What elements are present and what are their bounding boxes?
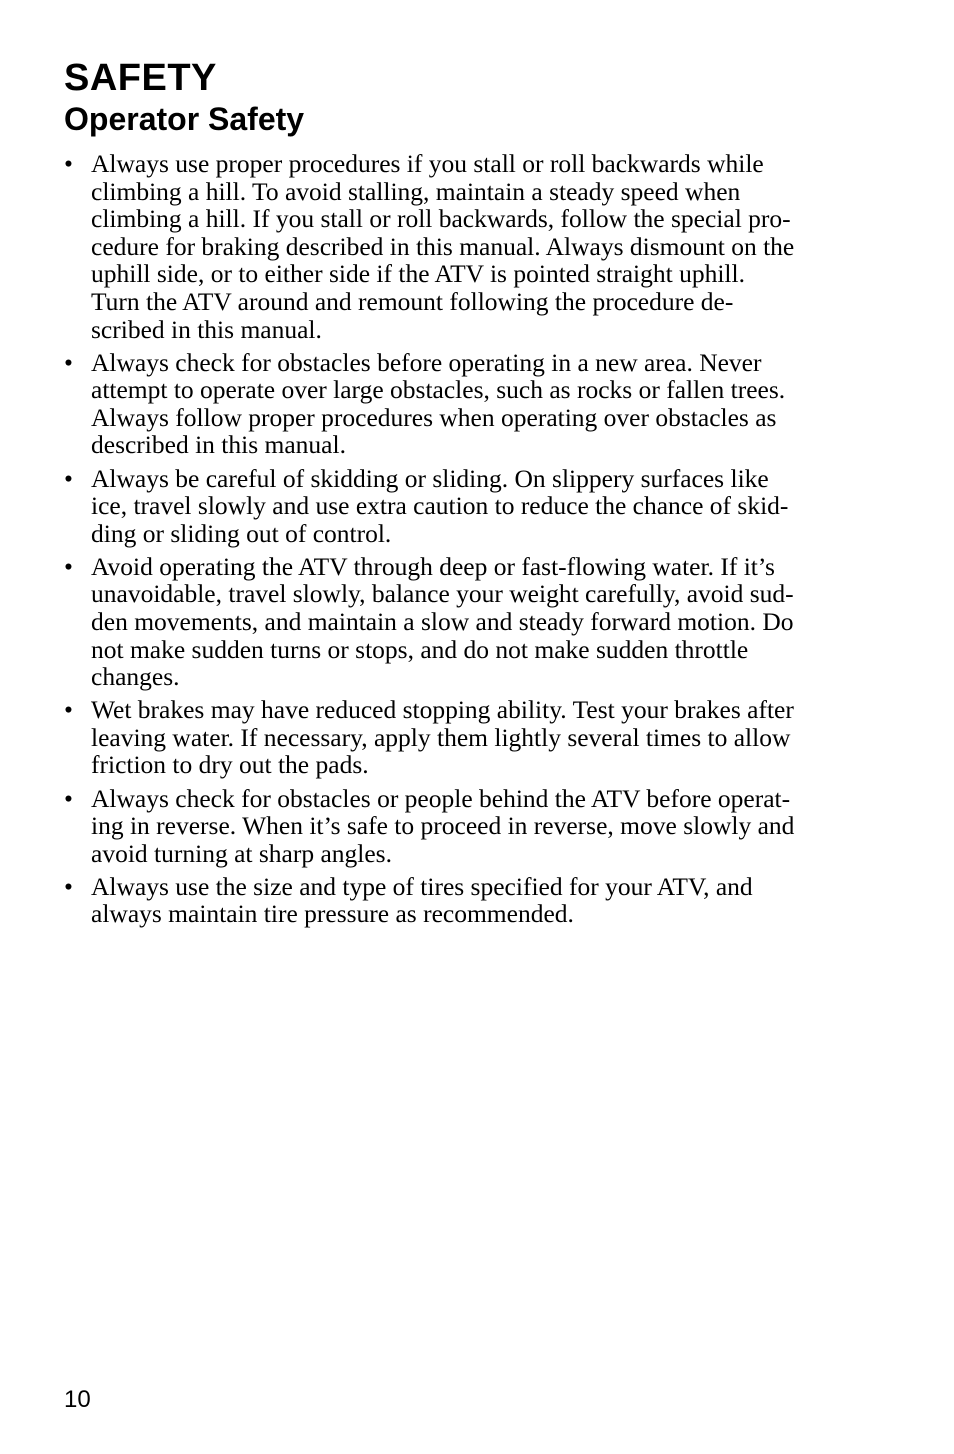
bullet-icon: •: [64, 871, 73, 901]
bullet-icon: •: [64, 347, 73, 377]
bullet-item-reverse: [64, 785, 870, 868]
bullet-text: Always use proper procedures if you stall or roll backwards while climbing a hill. To avoid stalling, maintain a steady speed when climbing a hill. If you stall or roll backwards, follow the special pro- cedure for braking described in this manual. Always dismount on the uphill side, or to either side if the ATV is pointed straight uphill. Turn the ATV around and remount following the procedure de- scribed in this manual.: [91, 149, 795, 344]
bullet-item-water: [64, 553, 870, 691]
bullet-item-skidding: [64, 465, 870, 548]
bullet-icon: •: [64, 551, 73, 581]
bullet-item-stall-rollback: [64, 150, 870, 343]
bullet-icon: •: [64, 695, 73, 725]
bullet-text: Avoid operating the ATV through deep or fast-flowing water. If it’s unavoidable, travel slowly, balance your weight carefully, avoid sud- den movements, and maintain a slow and steady forward motion. Do not make sudden turns or stops, and do not make sudden throttle changes.: [91, 551, 794, 692]
bullet-text: Always use the size and type of tires specified for your ATV, and always maintain tire pressure as recommended.: [91, 871, 753, 929]
bullet-item-wet-brakes: [64, 696, 870, 779]
subsection-title: Operator Safety: [64, 101, 305, 137]
bullet-text: Wet brakes may have reduced stopping ability. Test your brakes after leaving water. If necessary, apply them lightly several times to allow friction to dry out the pads.: [91, 695, 794, 780]
page-number: 10: [64, 1386, 91, 1413]
bullet-icon: •: [64, 463, 73, 493]
bullet-icon: •: [64, 783, 73, 813]
safety-bullet-list: [64, 150, 870, 934]
bullet-text: Always be careful of skidding or sliding. On slippery surfaces like ice, travel slowly and use extra caution to reduce the chance of skid- ding or sliding out of control.: [91, 463, 789, 548]
bullet-item-obstacles: [64, 349, 870, 459]
bullet-text: Always check for obstacles or people behind the ATV before operat- ing in reverse. When it’s safe to proceed in reverse, move slowly and avoid turning at sharp angles.: [91, 783, 795, 868]
bullet-text: Always check for obstacles before operating in a new area. Never attempt to operate over large obstacles, such as rocks or fallen trees. Always follow proper procedures when operating over obstacles as described in this manual.: [91, 347, 786, 460]
bullet-icon: •: [64, 149, 73, 178]
section-title: SAFETY: [64, 57, 217, 99]
bullet-item-tires: [64, 873, 870, 928]
